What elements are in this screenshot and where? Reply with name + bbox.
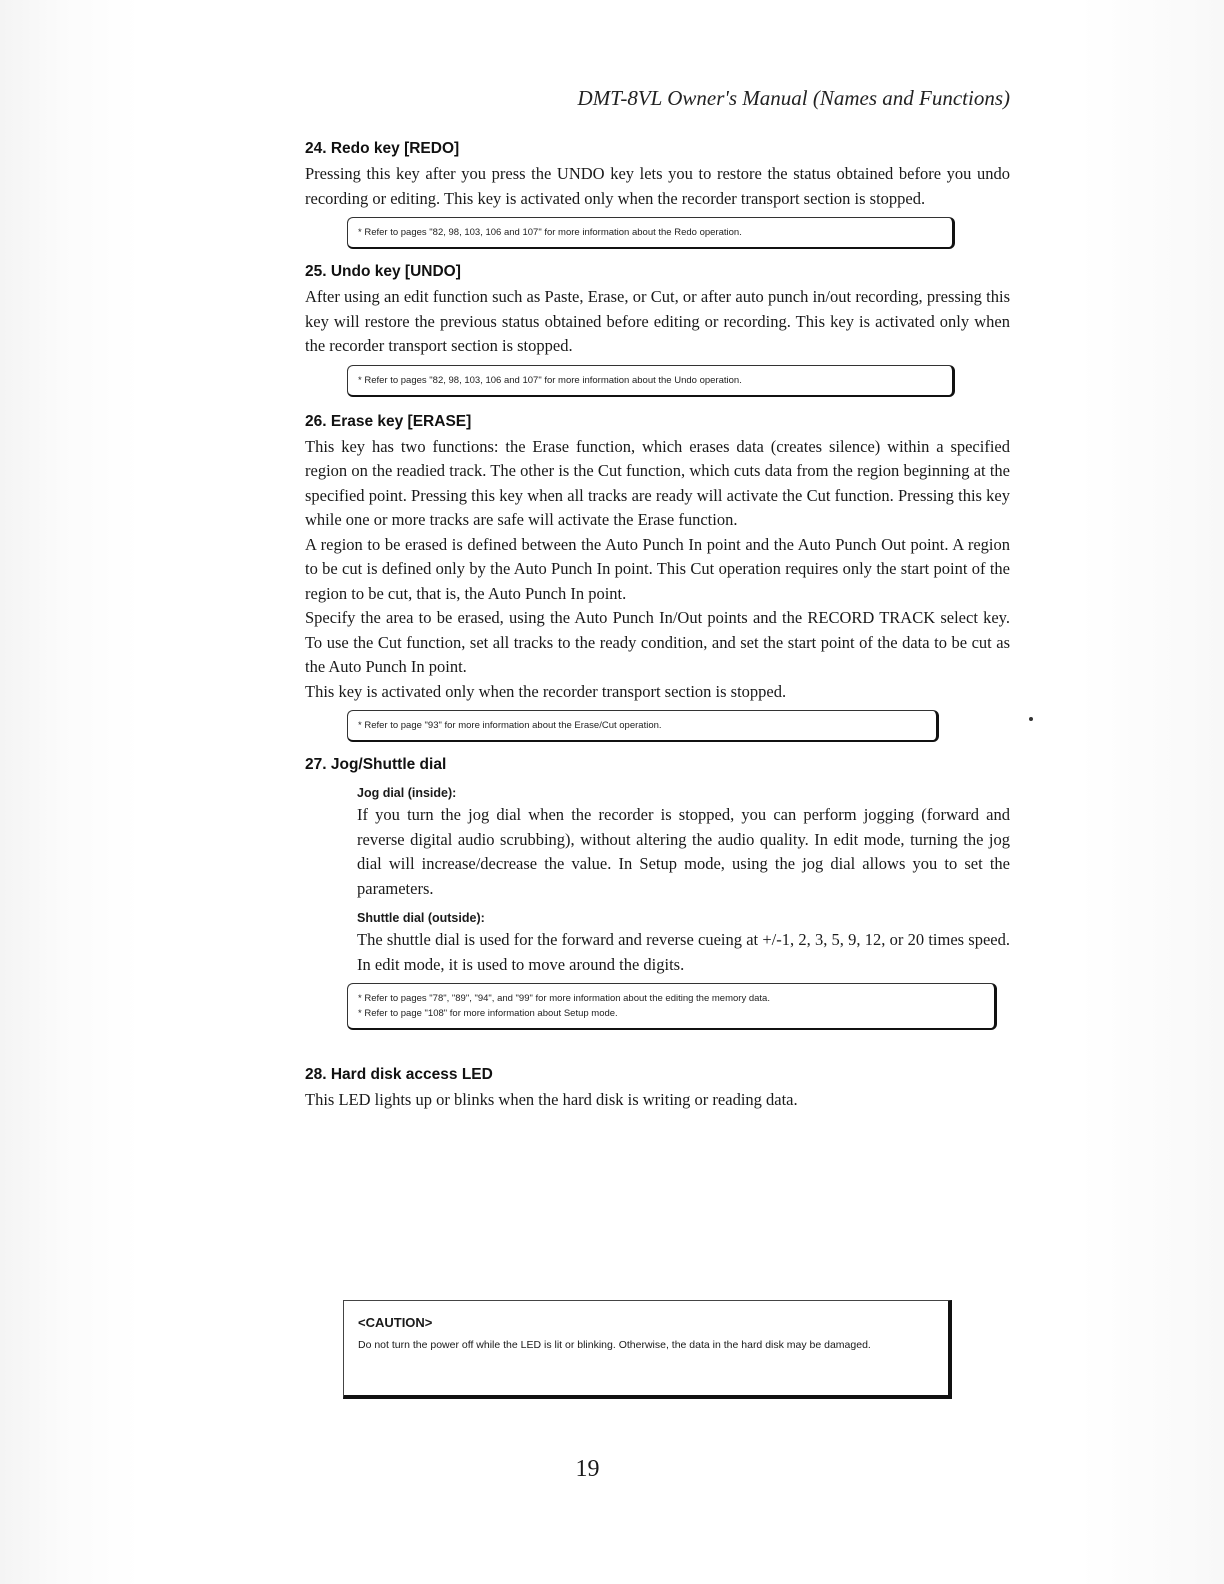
caution-text: Do not turn the power off while the LED is lit or blinking. Otherwise, the data in the hard disk may be damaged. [358,1339,871,1351]
section-paragraph: This key has two functions: the Erase function, which erases data (creates silence) within a specified region on the readied track. The other is the Cut function, which cuts data from the region beginning at the specified point. Pressing this key when all tracks are ready will activate the Cut function. Pressing this key while one or more tracks are safe will activate the Erase function. [305,436,1010,529]
subsection-title: Jog dial (inside): [357,786,457,800]
subsection-jog-dial [357,786,1010,901]
section-erase-key [305,413,1010,743]
stray-mark [1029,717,1033,721]
content-column [305,140,1010,1113]
section-paragraph: This key is activated only when the recorder transport section is stopped. [305,681,787,701]
section-paragraph: Pressing this key after you press the UNDO key lets you to restore the status obtained before you undo recording or editing. This key is activated only when the recorder transport section is stopped. [305,164,1010,208]
reference-note [347,983,997,1030]
section-paragraph: A region to be erased is defined between the Auto Punch In point and the Auto Punch Out point. A region to be cut is defined only by the Auto Punch In point. This Cut operation requires only the start point of the region to be cut, that is, the Auto Punch In point. [305,534,1010,603]
page-number: 19 [575,1456,600,1482]
subsection-title: Shuttle dial (outside): [357,911,485,925]
note-line: * Refer to page "108" for more information about Setup mode. [358,1008,618,1019]
note-line: * Refer to pages "78", "89", "94", and "99" for more information about the editing the memory data. [358,993,770,1004]
section-title: 28. Hard disk access LED [305,1066,493,1083]
reference-note [347,217,955,249]
section-title: 25. Undo key [UNDO] [305,263,461,280]
note-line: * Refer to pages "82, 98, 103, 106 and 107" for more information about the Undo operation. [358,374,742,386]
caution-title: <CAUTION> [358,1315,433,1330]
section-jog-shuttle-dial [305,756,1010,1030]
note-line: * Refer to pages "82, 98, 103, 106 and 107" for more information about the Redo operation. [358,227,742,238]
subsection-shuttle-dial [357,911,1010,977]
section-paragraph: After using an edit function such as Paste, Erase, or Cut, or after auto punch in/out recording, pressing this key will restore the previous status obtained before editing or recording. This key is activated only when the recorder transport section is stopped. [305,287,1010,355]
section-title: 24. Redo key [REDO] [305,140,460,157]
section-undo-key [305,263,1010,397]
reference-note [347,710,939,742]
reference-note [347,365,955,397]
section-hard-disk-led [305,1066,1010,1113]
caution-box [343,1300,952,1399]
subsection-text: The shuttle dial is used for the forward and reverse cueing at +/-1, 2, 3, 5, 9, 12, or 20 times speed. In edit mode, it is used to move around the digits. [357,930,1010,974]
subsection-text: If you turn the jog dial when the recorder is stopped, you can perform jogging (forward and reverse digital audio scrubbing), without altering the audio quality. In edit mode, turning the jog dial will increase/decrease the value. In Setup mode, using the jog dial allows you to set the parameters. [357,805,1010,898]
section-paragraph: This LED lights up or blinks when the hard disk is writing or reading data. [305,1090,798,1109]
section-paragraph: Specify the area to be erased, using the Auto Punch In/Out points and the RECORD TRACK select key. To use the Cut function, set all tracks to the ready condition, and set the start point of the data to be cut as the Auto Punch In point. [305,608,1010,676]
note-line: * Refer to page "93" for more information about the Erase/Cut operation. [358,720,662,731]
section-redo-key [305,140,1010,249]
section-title: 26. Erase key [ERASE] [305,412,472,430]
section-title: 27. Jog/Shuttle dial [305,756,447,773]
running-header: DMT-8VL Owner's Manual (Names and Functions) [577,86,1010,110]
